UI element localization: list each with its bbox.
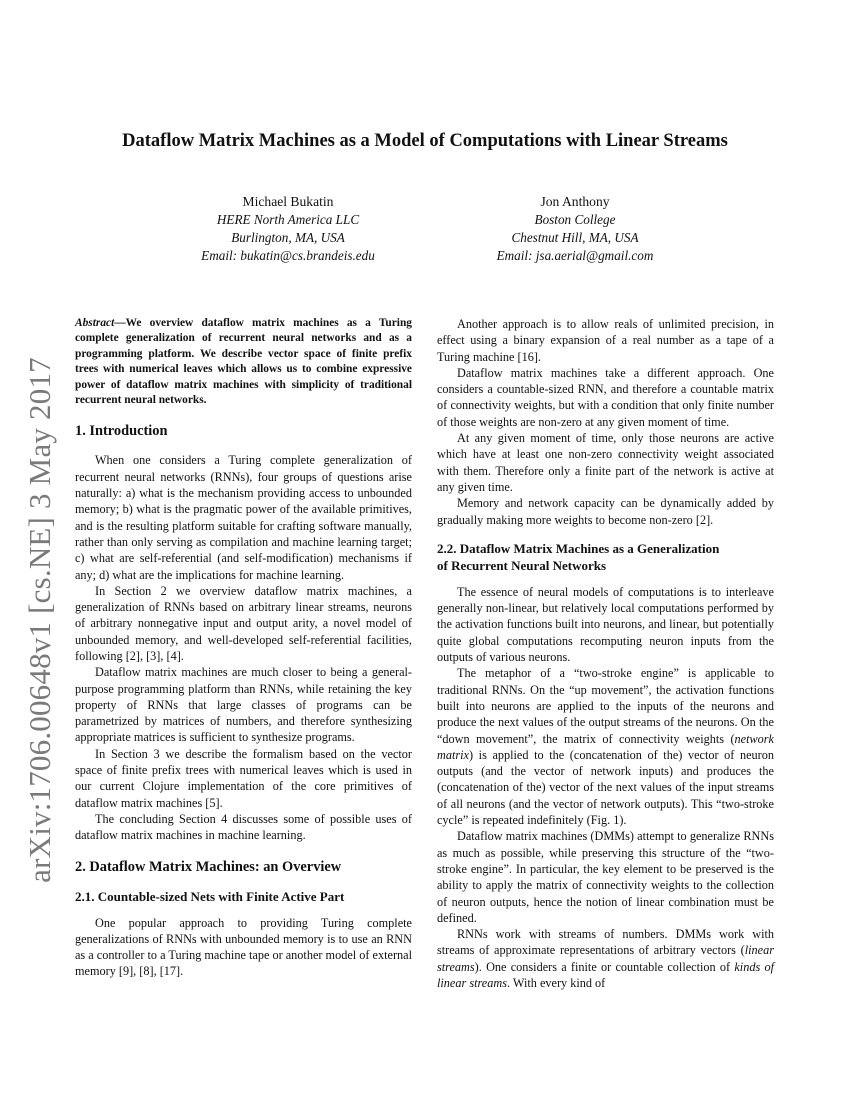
paragraph: One popular approach to providing Turing complete generalizations of RNNs with unbounded memory is to use an RNN as a controller to a Turing machine tape or another model of external memory [9], [8], [17].	[75, 915, 412, 979]
author-email: Email: bukatin@cs.brandeis.edu	[201, 248, 375, 263]
author-location: Burlington, MA, USA	[231, 230, 345, 245]
text-run: The metaphor of a “two-stroke engine” is applicable to traditional RNNs. On the “up movement”, the activation functions built into neurons are applied to the inputs of the neurons and produce the next values of the output streams of the neurons. On the “down movement”, the matrix of connectivity weights (	[437, 666, 774, 746]
section-heading-overview: 2. Dataflow Matrix Machines: an Overview	[75, 858, 342, 875]
paragraph	[437, 665, 774, 828]
section-heading-introduction: 1. Introduction	[75, 423, 168, 440]
heading-line-1: 2.2. Dataflow Matrix Machines as a Generalization	[437, 540, 720, 556]
text-run: . With every kind of	[506, 975, 606, 990]
author-email: Email: jsa.aerial@gmail.com	[496, 248, 654, 263]
emphasis: linear streams	[437, 943, 774, 974]
paragraph: Dataflow matrix machines are much closer to being a general-purpose programming platform than RNNs, while retaining the key property of RNNs that large classes of programs can be parametrized by matrices of numbers, and therefore synthesizing appropriate matrices is sufficient to synthesize programs.	[75, 665, 412, 745]
subsection-heading-countable-nets: 2.1. Countable-sized Nets with Finite Active Part	[75, 888, 345, 904]
arxiv-stamp: arXiv:1706.00648v1 [cs.NE] 3 May 2017	[22, 357, 57, 883]
paragraph: At any given moment of time, only those neurons are active which have at least one non-zero connectivity weight associated with them. Therefore only a finite part of the network is active at any given time.	[437, 431, 774, 494]
author-block-2	[425, 193, 725, 265]
paragraph: When one considers a Turing complete generalization of recurrent neural networks (RNNs), four groups of questions arise naturally: a) what is the mechanism providing access to unbounded memory; b) what is the pragmatic power of the available primitives, and is the resulting platform suitable for crafting software manually, rather than only serving as compilation and machine learning target; c) what are self-referential (and self-modification) mechanisms if any; d) what are the implications for machine learning.	[75, 453, 412, 582]
right-column	[437, 316, 774, 991]
paragraph	[437, 926, 774, 991]
heading-line-2: of Recurrent Neural Networks	[437, 557, 607, 573]
paragraph: In Section 3 we describe the formalism based on the vector space of finite prefix trees with numerical leaves which is used in our current Clojure implementation of the core primitives of dataflow matrix machines [5].	[75, 746, 412, 810]
text-run: RNNs work with streams of numbers. DMMs work with streams of approximate representations of arbitrary vectors (	[437, 927, 774, 958]
text-run: ). One considers a finite or countable collection of	[474, 959, 735, 974]
paragraph: The essence of neural models of computations is to interleave generally non-linear, but relatively local computations performed by the activation functions built into neurons, and linear, but potentially quite global computations recomputing neuron inputs from the outputs of various neurons.	[437, 584, 774, 665]
author-affiliation: HERE North America LLC	[216, 212, 360, 227]
abstract-label: Abstract	[75, 317, 115, 329]
paragraph: Dataflow matrix machines (DMMs) attempt to generalize RNNs as much as possible, while preserving this structure of the “two-stroke engine”. In particular, the key element to be preserved is the ability to apply the matrix of connectivity weights to the collection of neuron outputs, hence the notion of linear combination must be defined.	[437, 829, 774, 925]
subsection-heading-generalization	[437, 540, 774, 574]
author-name: Michael Bukatin	[242, 194, 334, 209]
paragraph: The concluding Section 4 discusses some of possible uses of dataflow matrix machines in machine learning.	[75, 811, 412, 843]
text-run: ) is applied to the (concatenation of the) vector of neuron outputs (and the vector of network inputs) and produces the (concatenation of the) vector of the next values of the input streams of all neurons (and the vector of network outputs). This “two-stroke cycle” is repeated indefinitely (Fig. 1).	[437, 747, 774, 828]
emphasis: network matrix	[437, 731, 774, 762]
paragraph: In Section 2 we overview dataflow matrix machines, a generalization of RNNs based on arbitrary linear streams, neurons of arbitrary nonnegative input and output arity, a novel model of unbounded memory, and well-developed self-referential facilities, following [2], [3], [4].	[75, 583, 412, 663]
abstract-text: —We overview dataflow matrix machines as a Turing complete generalization of recurrent neural networks and as a programming platform. We describe vector space of finite prefix trees with numerical leaves which allows us to combine expressive power of dataflow matrix machines with simplicity of traditional recurrent neural networks.	[75, 317, 412, 407]
paper-title: Dataflow Matrix Machines as a Model of Computations with Linear Streams	[122, 131, 728, 151]
paragraph: Dataflow matrix machines take a different approach. One considers a countable-sized RNN, and therefore a countable matrix of connectivity weights, but with a condition that only finite number of those weights are non-zero at any given moment of time.	[437, 365, 774, 429]
author-name: Jon Anthony	[540, 194, 610, 209]
paragraph: Another approach is to allow reals of unlimited precision, in effect using a binary expansion of a real number as a tape of a Turing machine [16].	[437, 317, 774, 364]
left-column	[75, 316, 412, 980]
emphasis: kinds of linear streams	[437, 959, 774, 990]
author-block-1	[138, 193, 438, 265]
author-location: Chestnut Hill, MA, USA	[511, 230, 639, 245]
paragraph: Memory and network capacity can be dynamically added by gradually making more weights to become non-zero [2].	[437, 496, 774, 527]
author-affiliation: Boston College	[534, 212, 616, 227]
abstract	[75, 316, 412, 408]
